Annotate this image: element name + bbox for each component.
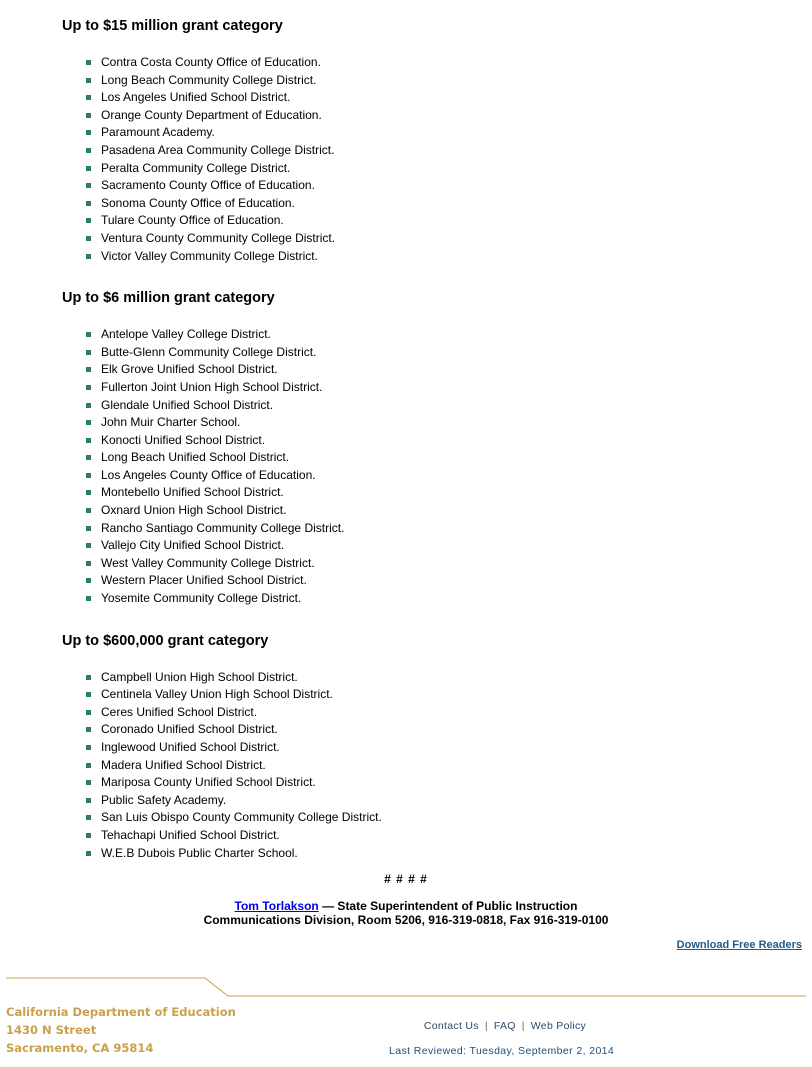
list-item: Fullerton Joint Union High School District.	[86, 379, 762, 397]
square-bullet-icon	[86, 420, 91, 425]
footer-street: 1430 N Street	[6, 1023, 97, 1037]
list-item: Long Beach Unified School District.	[86, 449, 762, 467]
square-bullet-icon	[86, 332, 91, 337]
list-item: Elk Grove Unified School District.	[86, 361, 762, 379]
list-item: Tehachapi Unified School District.	[86, 827, 762, 845]
list-item: John Muir Charter School.	[86, 414, 762, 432]
square-bullet-icon	[86, 763, 91, 768]
square-bullet-icon	[86, 815, 91, 820]
list-item: Ventura County Community College District.	[86, 230, 762, 248]
square-bullet-icon	[86, 218, 91, 223]
list-item: Sonoma County Office of Education.	[86, 195, 762, 213]
list-item: Long Beach Community College District.	[86, 72, 762, 90]
list-item: Madera Unified School District.	[86, 757, 762, 775]
list-item: Konocti Unified School District.	[86, 432, 762, 450]
list-item: Montebello Unified School District.	[86, 484, 762, 502]
footer-link-faq[interactable]: FAQ	[493, 1020, 516, 1032]
square-bullet-icon	[86, 60, 91, 65]
footer-link-web-policy[interactable]: Web Policy	[530, 1020, 587, 1032]
list-item: Los Angeles County Office of Education.	[86, 467, 762, 485]
square-bullet-icon	[86, 526, 91, 531]
square-bullet-icon	[86, 490, 91, 495]
square-bullet-icon	[86, 350, 91, 355]
square-bullet-icon	[86, 596, 91, 601]
list-item: Western Placer Unified School District.	[86, 572, 762, 590]
square-bullet-icon	[86, 745, 91, 750]
footer-links: Contact Us | FAQ | Web Policy	[423, 1020, 587, 1032]
square-bullet-icon	[86, 692, 91, 697]
list-item: Ceres Unified School District.	[86, 704, 762, 722]
footer-city: Sacramento, CA 95814	[6, 1041, 154, 1055]
square-bullet-icon	[86, 254, 91, 259]
end-separator: # # # #	[384, 872, 428, 886]
square-bullet-icon	[86, 95, 91, 100]
list-item: Inglewood Unified School District.	[86, 739, 762, 757]
list-item: Sacramento County Office of Education.	[86, 177, 762, 195]
square-bullet-icon	[86, 543, 91, 548]
list-item: Vallejo City Unified School District.	[86, 537, 762, 555]
square-bullet-icon	[86, 183, 91, 188]
list-item: Public Safety Academy.	[86, 792, 762, 810]
square-bullet-icon	[86, 201, 91, 206]
square-bullet-icon	[86, 455, 91, 460]
square-bullet-icon	[86, 130, 91, 135]
square-bullet-icon	[86, 780, 91, 785]
square-bullet-icon	[86, 385, 91, 390]
square-bullet-icon	[86, 710, 91, 715]
footer-org-name: California Department of Education	[6, 1005, 236, 1019]
list-item: Oxnard Union High School District.	[86, 502, 762, 520]
superintendent-title: — State Superintendent of Public Instruction	[318, 899, 578, 913]
square-bullet-icon	[86, 148, 91, 153]
square-bullet-icon	[86, 798, 91, 803]
square-bullet-icon	[86, 403, 91, 408]
list-item: Antelope Valley College District.	[86, 326, 762, 344]
list-600k	[62, 669, 762, 863]
footer-link-contact-us[interactable]: Contact Us	[423, 1020, 479, 1032]
list-item: Centinela Valley Union High School District.	[86, 686, 762, 704]
contact-line-1	[0, 899, 812, 913]
section-heading-6m: Up to $6 million grant category	[62, 290, 275, 307]
list-item: Mariposa County Unified School District.	[86, 774, 762, 792]
list-item: Glendale Unified School District.	[86, 397, 762, 415]
list-item: W.E.B Dubois Public Charter School.	[86, 845, 762, 863]
list-item: Coronado Unified School District.	[86, 721, 762, 739]
section-heading-15m: Up to $15 million grant category	[62, 18, 283, 34]
download-free-readers-link[interactable]: Download Free Readers	[676, 939, 802, 951]
contact-line-2: Communications Division, Room 5206, 916-319-0818, Fax 916-319-0100	[203, 913, 609, 927]
list-item: Campbell Union High School District.	[86, 669, 762, 687]
square-bullet-icon	[86, 166, 91, 171]
list-6m	[62, 326, 762, 608]
square-bullet-icon	[86, 561, 91, 566]
square-bullet-icon	[86, 113, 91, 118]
list-item: Rancho Santiago Community College District.	[86, 520, 762, 538]
section-heading-600k: Up to $600,000 grant category	[62, 632, 269, 649]
list-item: West Valley Community College District.	[86, 555, 762, 573]
square-bullet-icon	[86, 508, 91, 513]
list-item: Tulare County Office of Education.	[86, 212, 762, 230]
square-bullet-icon	[86, 236, 91, 241]
square-bullet-icon	[86, 851, 91, 856]
square-bullet-icon	[86, 367, 91, 372]
square-bullet-icon	[86, 833, 91, 838]
list-item: Butte-Glenn Community College District.	[86, 344, 762, 362]
square-bullet-icon	[86, 675, 91, 680]
square-bullet-icon	[86, 438, 91, 443]
list-item: Victor Valley Community College District.	[86, 248, 762, 266]
contact-block	[0, 899, 812, 927]
footer-divider	[0, 974, 812, 1004]
list-item: San Luis Obispo County Community College District.	[86, 809, 762, 827]
square-bullet-icon	[86, 727, 91, 732]
superintendent-link[interactable]: Tom Torlakson	[234, 899, 319, 913]
list-item: Contra Costa County Office of Education.	[86, 54, 762, 72]
last-reviewed-date: Last Reviewed: Tuesday, September 2, 2014	[389, 1045, 615, 1057]
list-item: Orange County Department of Education.	[86, 107, 762, 125]
list-item: Yosemite Community College District.	[86, 590, 762, 608]
square-bullet-icon	[86, 473, 91, 478]
list-item: Pasadena Area Community College District.	[86, 142, 762, 160]
square-bullet-icon	[86, 78, 91, 83]
list-item: Paramount Academy.	[86, 124, 762, 142]
list-15m	[62, 54, 762, 265]
list-item: Los Angeles Unified School District.	[86, 89, 762, 107]
list-item: Peralta Community College District.	[86, 160, 762, 178]
square-bullet-icon	[86, 578, 91, 583]
footer-address	[6, 1003, 236, 1057]
main-content	[62, 0, 762, 862]
